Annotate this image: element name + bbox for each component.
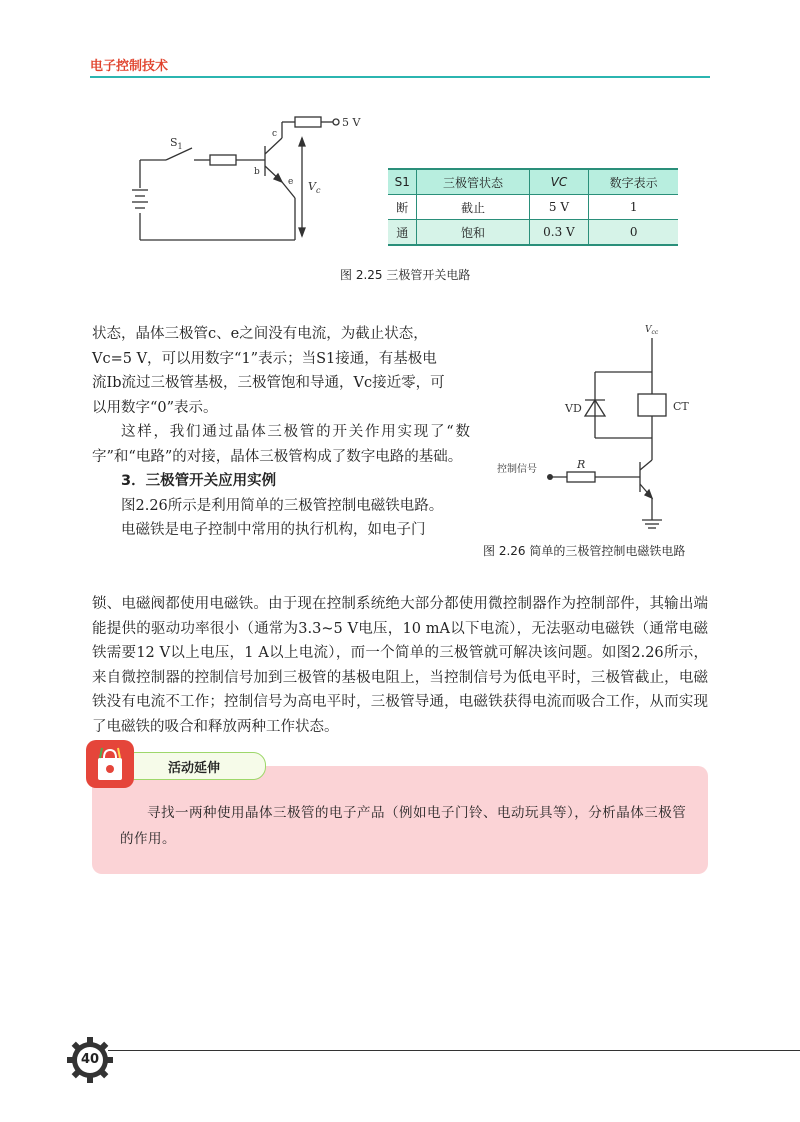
supply-label: 5 V — [342, 116, 361, 129]
body-paragraph: 电磁铁是电子控制中常用的执行机构，如电子门 — [121, 522, 426, 538]
svg-text:Vcc: $V_{cc}$ — [645, 325, 659, 336]
activity-text: 寻找一两种使用晶体三极管的电子产品（例如电子门铃、电动玩具等），分析晶体三极管的作用。 — [120, 805, 687, 847]
figure-2-25-circuit — [130, 108, 370, 253]
resistor-label: R — [577, 458, 586, 471]
running-header: 电子控制技术 — [90, 59, 169, 74]
table-row: 断 截止 5 V 1 — [388, 195, 678, 220]
table-header: S1 — [388, 169, 417, 195]
activity-icon — [86, 740, 134, 788]
shopping-bag-icon — [86, 740, 134, 788]
body-column — [92, 322, 470, 543]
vc-label: V — [308, 180, 316, 193]
page-number: 40 — [80, 1052, 100, 1067]
figure-2-26-circuit — [495, 320, 705, 540]
coil-label: CT — [673, 400, 689, 413]
table-header: VC — [529, 169, 589, 195]
switch-state-table — [388, 168, 678, 246]
diode-label: VD — [565, 402, 582, 415]
table-header: 三极管状态 — [417, 169, 529, 195]
body-line: 以用数字“0”表示。 — [92, 399, 218, 416]
body-line: 流Ib流过三极管基极，三极管饱和导通，Vc接近零，可 — [92, 375, 445, 391]
figure-2-26-caption: 图 2.26 简单的三极管控制电磁铁电路 — [483, 544, 686, 558]
collector-label: c — [272, 129, 278, 139]
s1-label: S — [170, 136, 178, 149]
svg-text:S1: $S_1$ — [170, 136, 183, 151]
footer-rule — [108, 1050, 800, 1051]
body-line: Vc=5 V，可以用数字“1”表示；当S1接通，有基极电 — [92, 350, 437, 367]
base-label: b — [254, 167, 260, 177]
control-signal-label: 控制信号 — [497, 464, 537, 475]
emitter-label: e — [288, 177, 294, 187]
activity-title: 活动延伸 — [168, 761, 221, 776]
body-paragraph: 这样，我们通过晶体三极管的开关作用实现了“数字”和“电路”的对接，晶体三极管构成了数字电路的基础。 — [92, 424, 470, 465]
table-row: 通 饱和 0.3 V 0 — [388, 220, 678, 246]
body-line: 状态，晶体三极管c、e之间没有电流，为截止状态， — [92, 326, 428, 342]
header-rule — [90, 76, 710, 78]
body-full-width — [92, 592, 708, 739]
svg-text:Vc: $V_c$ — [308, 180, 321, 195]
vcc-label: V — [645, 325, 652, 335]
body-paragraph: 图2.26所示是利用简单的三极管控制电磁铁电路。 — [121, 497, 444, 514]
section-heading: 3．三极管开关应用实例 — [121, 473, 277, 489]
figure-2-25-caption: 图 2.25 三极管开关电路 — [340, 268, 471, 282]
body-paragraph: 锁、电磁阀都使用电磁铁。由于现在控制系统绝大部分都使用微控制器作为控制部件，其输出端能提供的驱动功率很小（通常为3.3~5 V电压，10 mA以下电流），无法驱动电磁铁（通常电磁铁需要12 V以上电压，1 A以上电流），而一个简单的三极管就可解决该问题。如图2.26所示，来自微控制器的控制信号加到三极管的基极电阻上，当控制信号为低电平时，三极管截止，电磁铁没有电流不工作；控制信号为高电平时，三极管导通，电磁铁获得电流而吸合工作，从而实现了电磁铁的吸合和释放两种工作状态。 — [92, 596, 708, 735]
table-header: 数字表示 — [589, 169, 678, 195]
